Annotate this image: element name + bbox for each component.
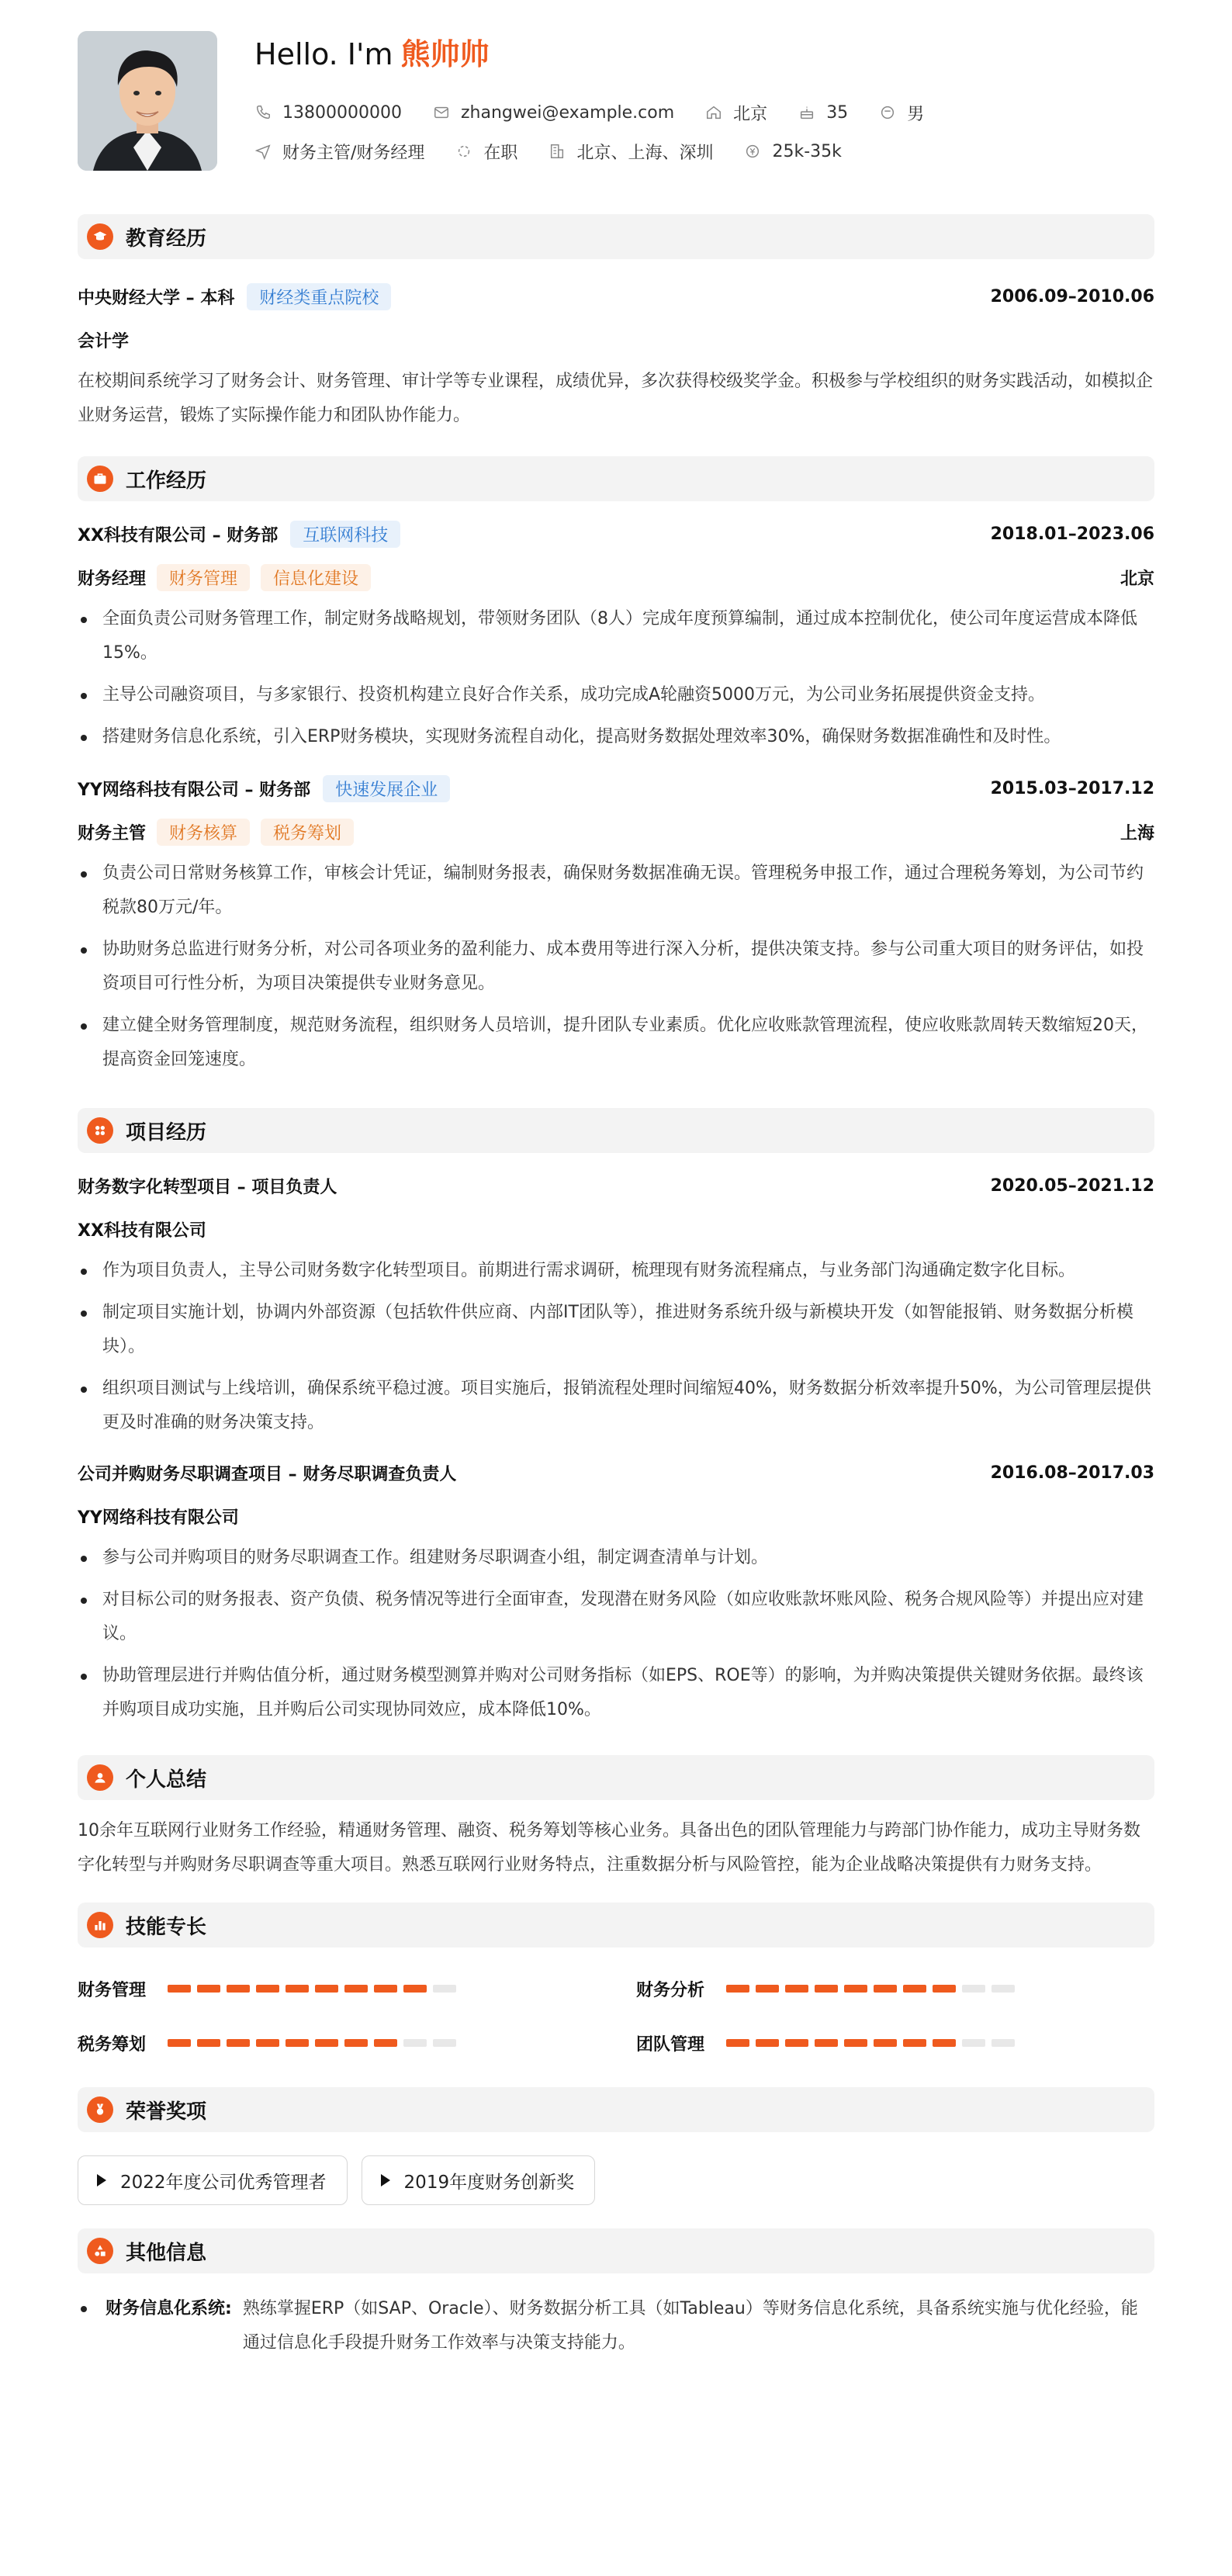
section-projects bbox=[78, 1108, 1154, 1153]
major: 会计学 bbox=[78, 331, 130, 351]
section-title: 技能专长 bbox=[126, 1915, 207, 1939]
play-icon bbox=[97, 2174, 106, 2186]
position-item bbox=[254, 140, 424, 164]
shapes-icon bbox=[92, 2243, 108, 2259]
list-item: 全面负责公司财务管理工作，制定财务战略规划，带领财务团队（8人）完成年度预算编制，通过成本控制优化，使公司年度运营成本降低15%。 bbox=[78, 602, 1154, 670]
skill-level-segment bbox=[433, 2039, 456, 2047]
skill-level-segment bbox=[374, 2039, 397, 2047]
skill-level-segment bbox=[286, 1985, 309, 1993]
age: 35 bbox=[826, 102, 849, 123]
section-title: 荣誉奖项 bbox=[126, 2100, 207, 2124]
list-item: 建立健全财务管理制度，规范财务流程，组织财务人员培训，提升团队专业素质。优化应收账款管理流程，使应收账款周转天数缩短20天，提高资金回笼速度。 bbox=[78, 1009, 1154, 1077]
project-header bbox=[78, 1164, 1154, 1207]
job-header bbox=[78, 767, 1154, 810]
project-entry bbox=[78, 1164, 1154, 1440]
section-education bbox=[78, 214, 1154, 259]
job-intent-row bbox=[254, 132, 1154, 171]
skill-level-bar bbox=[726, 1985, 1021, 1993]
list-item: 对目标公司的财务报表、资产负债、税务情况等进行全面审查，发现潜在财务风险（如应收账款坏账风险、税务合规风险等）并提出应对建议。 bbox=[78, 1583, 1154, 1651]
project-company-row bbox=[78, 1207, 1154, 1251]
list-item: 负责公司日常财务核算工作，审核会计凭证，编制财务报表，确保财务数据准确无误。管理税务申报工作，通过合理税务筹划，为公司节约税款80万元/年。 bbox=[78, 857, 1154, 925]
section-other bbox=[78, 2228, 1154, 2273]
status-icon bbox=[455, 143, 472, 160]
section-honors bbox=[78, 2087, 1154, 2132]
skill-level-segment bbox=[844, 2039, 867, 2047]
skill-level-segment bbox=[403, 1985, 427, 1993]
skill-level-segment bbox=[933, 2039, 956, 2047]
project-entry bbox=[78, 1451, 1154, 1727]
list-item: 搭建财务信息化系统，引入ERP财务模块，实现财务流程自动化，提高财务数据处理效率30%，确保财务数据准确性和及时性。 bbox=[78, 720, 1154, 754]
status-item bbox=[455, 140, 517, 164]
skill-level-segment bbox=[874, 2039, 897, 2047]
skill-level-segment bbox=[256, 2039, 279, 2047]
industry-tag: 互联网科技 bbox=[290, 521, 400, 548]
avatar bbox=[78, 31, 217, 171]
skill-level-segment bbox=[374, 1985, 397, 1993]
skill-level-segment bbox=[962, 1985, 985, 1993]
section-title: 工作经历 bbox=[126, 469, 207, 493]
job-entry bbox=[78, 512, 1154, 754]
skill-name: 财务管理 bbox=[78, 1980, 147, 2000]
user-icon bbox=[92, 1770, 108, 1785]
section-skills bbox=[78, 1903, 1154, 1948]
section-icon bbox=[87, 466, 113, 492]
project-bullets bbox=[78, 1254, 1154, 1440]
other-label: 财务信息化系统: bbox=[106, 2299, 232, 2318]
position: 财务主管/财务经理 bbox=[282, 143, 425, 163]
job-company: YY网络科技有限公司 – 财务部 bbox=[78, 780, 311, 800]
medal-icon bbox=[92, 2102, 108, 2117]
job-company: XX科技有限公司 – 财务部 bbox=[78, 525, 279, 545]
job-role: 财务主管 bbox=[78, 823, 147, 843]
home-icon bbox=[705, 104, 722, 121]
email: zhangwei@example.com bbox=[460, 102, 675, 123]
skill-level-segment bbox=[197, 1985, 220, 1993]
project-header bbox=[78, 1451, 1154, 1494]
section-summary bbox=[78, 1755, 1154, 1800]
skill-level-segment bbox=[227, 1985, 250, 1993]
building-icon bbox=[549, 143, 566, 160]
project-bullets bbox=[78, 1541, 1154, 1727]
skill-item bbox=[78, 2016, 636, 2070]
other-text: 熟练掌握ERP（如SAP、Oracle）、财务数据分析工具（如Tableau）等财务信息化系统，具备系统实施与优化经验，能通过信息化手段提升财务工作效率与决策支持能力。 bbox=[242, 2299, 1138, 2353]
job-location: 北京 bbox=[1120, 569, 1154, 589]
honor-label: 2022年度公司优秀管理者 bbox=[120, 2172, 327, 2193]
skills-grid bbox=[78, 1961, 1154, 2070]
skill-name: 税务筹划 bbox=[78, 2034, 147, 2055]
summary-text: 10余年互联网行业财务工作经验，精通财务管理、融资、税务筹划等核心业务。具备出色的团队管理能力与跨部门协作能力，成功主导财务数字化转型与并购财务尽职调查等重大项目。熟悉互联网行业财务特点，注重数据分析与风险管控，能为企业战略决策提供有力财务支持。 bbox=[78, 1821, 1140, 1875]
skill-item bbox=[636, 1961, 1102, 2016]
target-cities-item bbox=[549, 140, 713, 164]
bar-chart-icon bbox=[92, 1917, 108, 1933]
project-period: 2016.08–2017.03 bbox=[990, 1463, 1154, 1483]
gender-icon bbox=[879, 104, 896, 121]
skill-level-segment bbox=[315, 2039, 338, 2047]
skill-tag: 税务筹划 bbox=[261, 819, 354, 846]
phone: 13800000000 bbox=[282, 102, 402, 123]
gender-item bbox=[879, 101, 924, 125]
education-period: 2006.09–2010.06 bbox=[990, 286, 1154, 306]
job-header bbox=[78, 512, 1154, 556]
resume-header bbox=[78, 31, 1154, 171]
candidate-name: 熊帅帅 bbox=[400, 37, 490, 71]
skill-level-segment bbox=[903, 1985, 926, 1993]
section-icon bbox=[87, 1912, 113, 1938]
project-name: 财务数字化转型项目 – 项目负责人 bbox=[78, 1177, 337, 1197]
skill-level-segment bbox=[874, 1985, 897, 1993]
project-company: XX科技有限公司 bbox=[78, 1220, 206, 1241]
section-work bbox=[78, 456, 1154, 501]
section-icon bbox=[87, 1117, 113, 1144]
contact-row bbox=[254, 93, 1154, 132]
skill-level-segment bbox=[844, 1985, 867, 1993]
skill-item bbox=[78, 1961, 636, 2016]
section-title: 项目经历 bbox=[126, 1120, 207, 1144]
money-icon bbox=[744, 143, 761, 160]
skill-level-segment bbox=[433, 1985, 456, 1993]
header-info bbox=[254, 31, 1154, 171]
list-item: 主导公司融资项目，与多家银行、投资机构建立良好合作关系，成功完成A轮融资5000万元，为公司业务拓展提供资金支持。 bbox=[78, 678, 1154, 712]
honor-label: 2019年度财务创新奖 bbox=[403, 2172, 575, 2193]
job-bullets bbox=[78, 857, 1154, 1077]
skill-name: 财务分析 bbox=[636, 1980, 705, 2000]
job-location: 上海 bbox=[1120, 823, 1154, 843]
list-item: 参与公司并购项目的财务尽职调查工作。组建财务尽职调查小组，制定调查清单与计划。 bbox=[78, 1541, 1154, 1575]
greeting-line bbox=[254, 31, 1154, 78]
play-icon bbox=[381, 2174, 390, 2186]
skill-tag: 信息化建设 bbox=[261, 564, 371, 591]
phone-item bbox=[254, 103, 402, 123]
education-description: 在校期间系统学习了财务会计、财务管理、审计学等专业课程，成绩优异，多次获得校级奖学金。积极参与学校组织的财务实践活动，如模拟企业财务运营，锻炼了实际操作能力和团队协作能力。 bbox=[78, 372, 1154, 425]
skill-name: 团队管理 bbox=[636, 2034, 705, 2055]
send-icon bbox=[254, 143, 272, 160]
project-period: 2020.05–2021.12 bbox=[990, 1175, 1154, 1196]
status: 在职 bbox=[483, 143, 518, 163]
section-icon bbox=[87, 2238, 113, 2264]
list-item: 组织项目测试与上线培训，确保系统平稳过渡。项目实施后，报销流程处理时间缩短40%，财务数据分析效率提升50%，为公司管理层提供更及时准确的财务决策支持。 bbox=[78, 1372, 1154, 1440]
phone-icon bbox=[254, 104, 272, 121]
school-tag: 财经类重点院校 bbox=[247, 283, 391, 310]
target-cities: 北京、上海、深圳 bbox=[576, 143, 714, 163]
bullet-dot bbox=[81, 2306, 87, 2312]
industry-tag: 快速发展企业 bbox=[323, 775, 450, 802]
skill-level-bar bbox=[726, 2039, 1021, 2047]
skill-level-segment bbox=[315, 1985, 338, 1993]
section-title: 个人总结 bbox=[126, 1768, 207, 1792]
section-title: 其他信息 bbox=[126, 2241, 207, 2265]
gender: 男 bbox=[907, 104, 925, 124]
list-item: 协助管理层进行并购估值分析，通过财务模型测算并购对公司财务指标（如EPS、ROE等）的影响，为并购决策提供关键财务依据。最终该并购项目成功实施，且并购后公司实现协同效应，成本降低10%。 bbox=[78, 1659, 1154, 1727]
project-name: 公司并购财务尽职调查项目 – 财务尽职调查负责人 bbox=[78, 1464, 457, 1484]
greeting: Hello. I'm bbox=[254, 37, 393, 71]
section-title: 教育经历 bbox=[126, 227, 207, 251]
skill-tag: 财务核算 bbox=[157, 819, 250, 846]
grid-icon bbox=[92, 1123, 108, 1138]
briefcase-icon bbox=[92, 471, 108, 486]
job-role: 财务经理 bbox=[78, 569, 147, 589]
city: 北京 bbox=[733, 104, 768, 124]
skill-level-segment bbox=[168, 2039, 191, 2047]
skill-level-segment bbox=[403, 2039, 427, 2047]
skill-level-segment bbox=[726, 1985, 749, 1993]
skill-level-segment bbox=[756, 1985, 779, 1993]
other-info-item bbox=[78, 2292, 1154, 2360]
honors-list bbox=[78, 2155, 1154, 2205]
cake-icon bbox=[798, 104, 815, 121]
job-role-row bbox=[78, 810, 1154, 853]
section-icon bbox=[87, 2096, 113, 2123]
major-row bbox=[78, 318, 1154, 362]
honor-chip bbox=[362, 2155, 596, 2205]
skill-tag: 财务管理 bbox=[157, 564, 250, 591]
skill-level-segment bbox=[991, 1985, 1015, 1993]
skill-level-segment bbox=[756, 2039, 779, 2047]
job-period: 2018.01–2023.06 bbox=[990, 524, 1154, 544]
skill-level-bar bbox=[168, 1985, 462, 1993]
skill-level-segment bbox=[962, 2039, 985, 2047]
skill-level-segment bbox=[785, 1985, 808, 1993]
project-company-row bbox=[78, 1494, 1154, 1538]
age-item bbox=[798, 103, 848, 123]
list-item: 协助财务总监进行财务分析，对公司各项业务的盈利能力、成本费用等进行深入分析，提供决策支持。参与公司重大项目的财务评估，如投资项目可行性分析，为项目决策提供专业财务意见。 bbox=[78, 933, 1154, 1001]
skill-level-segment bbox=[815, 1985, 838, 1993]
job-entry bbox=[78, 767, 1154, 1077]
section-icon bbox=[87, 223, 113, 250]
skill-level-segment bbox=[991, 2039, 1015, 2047]
salary-item bbox=[744, 142, 841, 161]
section-icon bbox=[87, 1764, 113, 1791]
skill-level-segment bbox=[933, 1985, 956, 1993]
list-item: 制定项目实施计划，协调内外部资源（包括软件供应商、内部IT团队等），推进财务系统升级与新模块开发（如智能报销、财务数据分析模块）。 bbox=[78, 1296, 1154, 1364]
school: 中央财经大学 – 本科 bbox=[78, 288, 235, 308]
graduation-cap-icon bbox=[92, 229, 108, 244]
email-item bbox=[433, 103, 674, 123]
education-row bbox=[78, 275, 1154, 318]
job-bullets bbox=[78, 602, 1154, 754]
skill-level-segment bbox=[168, 1985, 191, 1993]
honor-chip bbox=[78, 2155, 348, 2205]
skill-level-segment bbox=[227, 2039, 250, 2047]
skill-level-bar bbox=[168, 2039, 462, 2047]
skill-level-segment bbox=[256, 1985, 279, 1993]
salary: 25k-35k bbox=[772, 141, 842, 161]
skill-level-segment bbox=[815, 2039, 838, 2047]
skill-item bbox=[636, 2016, 1102, 2070]
skill-level-segment bbox=[903, 2039, 926, 2047]
mail-icon bbox=[433, 104, 450, 121]
skill-level-segment bbox=[197, 2039, 220, 2047]
skill-level-segment bbox=[286, 2039, 309, 2047]
job-period: 2015.03–2017.12 bbox=[990, 778, 1154, 798]
skill-level-segment bbox=[726, 2039, 749, 2047]
skill-level-segment bbox=[785, 2039, 808, 2047]
list-item: 作为项目负责人，主导公司财务数字化转型项目。前期进行需求调研，梳理现有财务流程痛点，与业务部门沟通确定数字化目标。 bbox=[78, 1254, 1154, 1288]
project-company: YY网络科技有限公司 bbox=[78, 1508, 239, 1528]
city-item bbox=[705, 101, 767, 125]
skill-level-segment bbox=[344, 1985, 368, 1993]
skill-level-segment bbox=[344, 2039, 368, 2047]
job-role-row bbox=[78, 556, 1154, 599]
